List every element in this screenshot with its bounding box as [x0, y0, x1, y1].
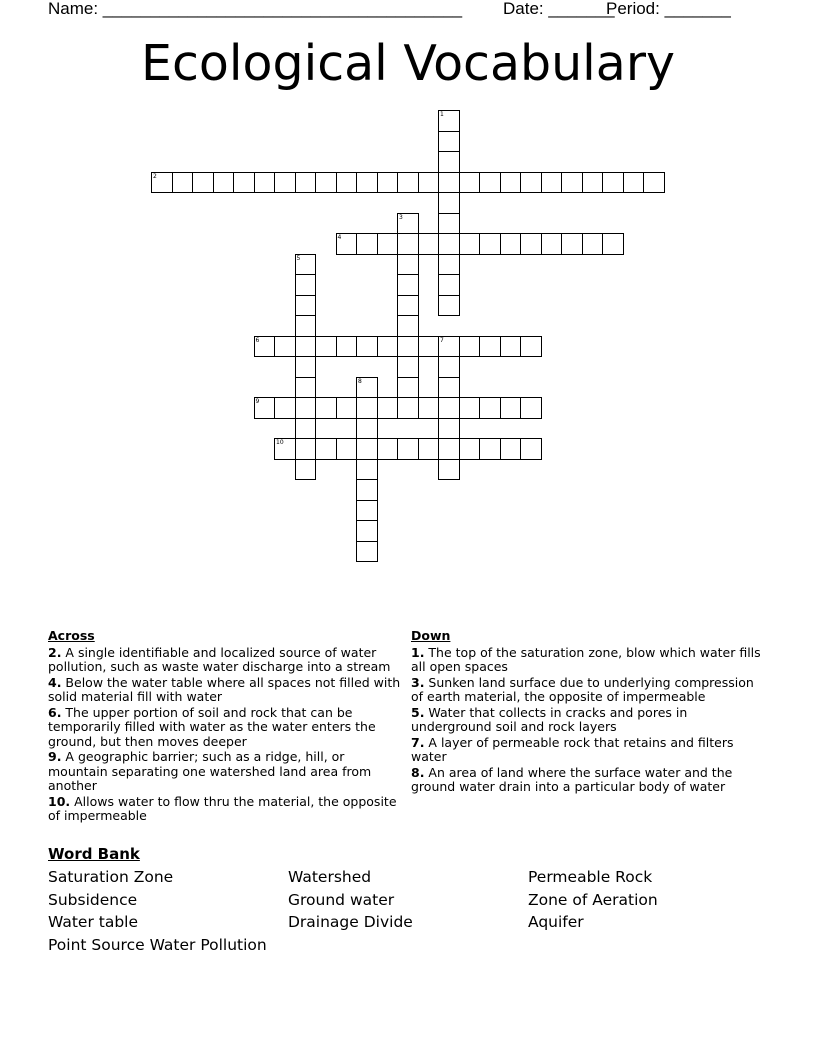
crossword-cell[interactable] [397, 336, 419, 358]
crossword-cell[interactable] [541, 233, 563, 255]
down-clue-1: 1. The top of the saturation zone, blow which water fills all open spaces [411, 644, 761, 674]
crossword-cell[interactable] [254, 397, 276, 419]
crossword-cell[interactable] [459, 438, 481, 460]
crossword-cell[interactable] [295, 336, 317, 358]
across-clue-6: 6. The upper portion of soil and rock that can be temporarily filled with water as the water enters the ground, but then moves deeper [48, 704, 376, 749]
word-bank-item: Drainage Divide [288, 913, 413, 931]
crossword-cell[interactable] [500, 397, 522, 419]
clue-number: 4 [337, 234, 342, 241]
crossword-cell[interactable] [397, 213, 419, 235]
word-bank-column-3 [528, 866, 658, 934]
crossword-cell[interactable] [356, 520, 378, 542]
crossword-cell[interactable] [602, 172, 624, 194]
crossword-cell[interactable] [397, 172, 419, 194]
clue-number: 10 [276, 439, 284, 446]
crossword-cell[interactable] [356, 418, 378, 440]
crossword-cell[interactable] [418, 397, 440, 419]
crossword-cell[interactable] [336, 233, 358, 255]
crossword-cell[interactable] [315, 438, 337, 460]
crossword-cell[interactable] [479, 233, 501, 255]
word-bank-item: Zone of Aeration [528, 890, 658, 909]
down-clue-3: 3. Sunken land surface due to underlying compression of earth material, the opposite of impermeable [411, 674, 754, 704]
name-field: Name: ______________________________________ [48, 0, 463, 18]
crossword-cell[interactable] [397, 254, 419, 276]
crossword-cell[interactable] [500, 438, 522, 460]
across-clue-10: 10. Allows water to flow thru the material, the opposite of impermeable [48, 793, 397, 823]
clue-number: 6 [255, 336, 260, 344]
crossword-cell[interactable] [295, 356, 317, 378]
word-bank-column-2 [288, 866, 413, 934]
crossword-cell[interactable] [438, 336, 460, 358]
down-clue-7: 7. A layer of permeable rock that retains and filters water [411, 734, 734, 764]
clue-number: 3 [399, 213, 403, 221]
crossword-cell[interactable] [418, 336, 440, 358]
across-clue-2: 2. A single identifiable and localized source of water pollution, such as waste water discharge into a stream [48, 644, 391, 674]
crossword-cell[interactable] [438, 151, 460, 173]
word-bank-item: Subsidence [48, 890, 138, 909]
date-field: Date: _______ [503, 0, 615, 18]
crossword-cell[interactable] [213, 172, 235, 194]
crossword-cell[interactable] [561, 172, 583, 194]
crossword-cell[interactable] [582, 233, 604, 255]
crossword-cell[interactable] [315, 336, 337, 358]
crossword-cell[interactable] [397, 233, 419, 255]
crossword-cell[interactable] [172, 172, 194, 194]
crossword-cell[interactable] [561, 233, 583, 255]
crossword-cell[interactable] [438, 131, 460, 153]
crossword-cell[interactable] [274, 336, 296, 358]
crossword-cell[interactable] [295, 315, 317, 337]
crossword-cell[interactable] [397, 397, 419, 419]
crossword-cell[interactable] [295, 418, 317, 440]
clue-number: 8 [358, 377, 362, 385]
crossword-cell[interactable] [459, 336, 481, 358]
word-bank-item: Aquifer [528, 913, 584, 931]
crossword-cell[interactable] [520, 397, 542, 419]
across-heading: Across [48, 628, 95, 643]
crossword-cell[interactable] [397, 315, 419, 337]
crossword-cell[interactable] [397, 356, 419, 378]
crossword-cell[interactable] [438, 274, 460, 296]
across-clues [48, 629, 404, 825]
crossword-cell[interactable] [643, 172, 665, 194]
crossword-cell[interactable] [295, 274, 317, 296]
crossword-cell[interactable] [459, 172, 481, 194]
crossword-cell[interactable] [438, 213, 460, 235]
crossword-cell[interactable] [582, 172, 604, 194]
crossword-cell[interactable] [356, 479, 378, 501]
crossword-cell[interactable] [438, 397, 460, 419]
crossword-cell[interactable] [500, 172, 522, 194]
crossword-cell[interactable] [479, 438, 501, 460]
crossword-cell[interactable] [397, 438, 419, 460]
crossword-cell[interactable] [397, 295, 419, 317]
crossword-cell[interactable] [479, 336, 501, 358]
clue-number: 2 [153, 172, 157, 180]
crossword-cell[interactable] [356, 500, 378, 522]
word-bank-item: Watershed [288, 868, 372, 886]
crossword-cell[interactable] [356, 541, 378, 563]
word-bank-item: Water table [48, 913, 139, 931]
crossword-cell[interactable] [418, 172, 440, 194]
crossword-cell[interactable] [295, 172, 317, 194]
crossword-cell[interactable] [356, 459, 378, 481]
crossword-cell[interactable] [295, 459, 317, 481]
crossword-cell[interactable] [233, 172, 255, 194]
word-bank-item: Saturation Zone [48, 868, 174, 886]
crossword-cell[interactable] [623, 172, 645, 194]
crossword-cell[interactable] [541, 172, 563, 194]
clue-number: 5 [296, 254, 301, 262]
word-bank-column-1 [48, 866, 267, 956]
crossword-cell[interactable] [500, 336, 522, 358]
crossword-cell[interactable] [520, 233, 542, 255]
crossword-cell[interactable] [274, 438, 296, 460]
crossword-cell[interactable] [459, 397, 481, 419]
crossword-cell[interactable] [377, 233, 399, 255]
crossword-cell[interactable] [438, 377, 460, 399]
crossword-cell[interactable] [336, 397, 358, 419]
crossword-cell[interactable] [254, 336, 276, 358]
crossword-cell[interactable] [397, 377, 419, 399]
crossword-cell[interactable] [336, 336, 358, 358]
crossword-cell[interactable] [438, 356, 460, 378]
crossword-cell[interactable] [459, 233, 481, 255]
crossword-cell[interactable] [356, 438, 378, 460]
crossword-cell[interactable] [418, 233, 440, 255]
page-title: Ecological Vocabulary [141, 35, 675, 92]
crossword-cell[interactable] [418, 438, 440, 460]
crossword-cell[interactable] [295, 295, 317, 317]
down-heading: Down [411, 628, 451, 643]
down-clue-8: 8. An area of land where the surface water and the ground water drain into a particular body of water [411, 764, 733, 794]
clue-number: 9 [255, 398, 260, 405]
word-bank-item: Ground water [288, 890, 395, 909]
period-field: Period: _______ [606, 0, 731, 18]
crossword-cell[interactable] [397, 274, 419, 296]
crossword-cell[interactable] [295, 254, 317, 276]
crossword-cell[interactable] [438, 459, 460, 481]
crossword-cell[interactable] [377, 397, 399, 419]
crossword-cell[interactable] [377, 336, 399, 358]
crossword-cell[interactable] [151, 172, 173, 194]
crossword-cell[interactable] [315, 172, 337, 194]
crossword-cell[interactable] [479, 172, 501, 194]
word-bank-heading: Word Bank [48, 845, 140, 863]
crossword-cell[interactable] [295, 377, 317, 399]
crossword-cell[interactable] [274, 397, 296, 419]
clue-number: 1 [440, 111, 444, 118]
crossword-cell[interactable] [274, 172, 296, 194]
crossword-cell[interactable] [356, 172, 378, 194]
crossword-cell[interactable] [192, 172, 214, 194]
crossword-cell[interactable] [336, 438, 358, 460]
crossword-cell[interactable] [254, 172, 276, 194]
crossword-cell[interactable] [356, 397, 378, 419]
crossword-cell[interactable] [336, 172, 358, 194]
crossword-cell[interactable] [356, 233, 378, 255]
crossword-cell[interactable] [377, 438, 399, 460]
crossword-cell[interactable] [602, 233, 624, 255]
crossword-cell[interactable] [438, 254, 460, 276]
word-bank-item: Permeable Rock [528, 868, 653, 886]
crossword-cell[interactable] [438, 295, 460, 317]
crossword-cell[interactable] [438, 172, 460, 194]
crossword-cell[interactable] [295, 397, 317, 419]
down-clues [411, 629, 767, 796]
crossword-cell[interactable] [520, 172, 542, 194]
word-bank-item: Point Source Water Pollution [48, 935, 267, 954]
crossword-cell[interactable] [479, 397, 501, 419]
crossword-cell[interactable] [438, 418, 460, 440]
crossword-cell[interactable] [438, 110, 460, 132]
crossword-cell[interactable] [500, 233, 522, 255]
clue-number: 7 [440, 336, 444, 344]
crossword-cell[interactable] [438, 192, 460, 214]
crossword-cell[interactable] [295, 438, 317, 460]
crossword-cell[interactable] [438, 438, 460, 460]
crossword-cell[interactable] [356, 377, 378, 399]
down-clue-5: 5. Water that collects in cracks and pores in underground soil and rock layers [411, 704, 688, 734]
crossword-cell[interactable] [315, 397, 337, 419]
crossword-cell[interactable] [377, 172, 399, 194]
across-clue-9: 9. A geographic barrier; such as a ridge, hill, or mountain separating one watershed land area from another [48, 749, 372, 793]
crossword-cell[interactable] [520, 438, 542, 460]
crossword-cell[interactable] [520, 336, 542, 358]
crossword-cell[interactable] [356, 336, 378, 358]
crossword-cell[interactable] [438, 233, 460, 255]
across-clue-4: 4. Below the water table where all spaces not filled with solid material fill with water [48, 674, 401, 704]
